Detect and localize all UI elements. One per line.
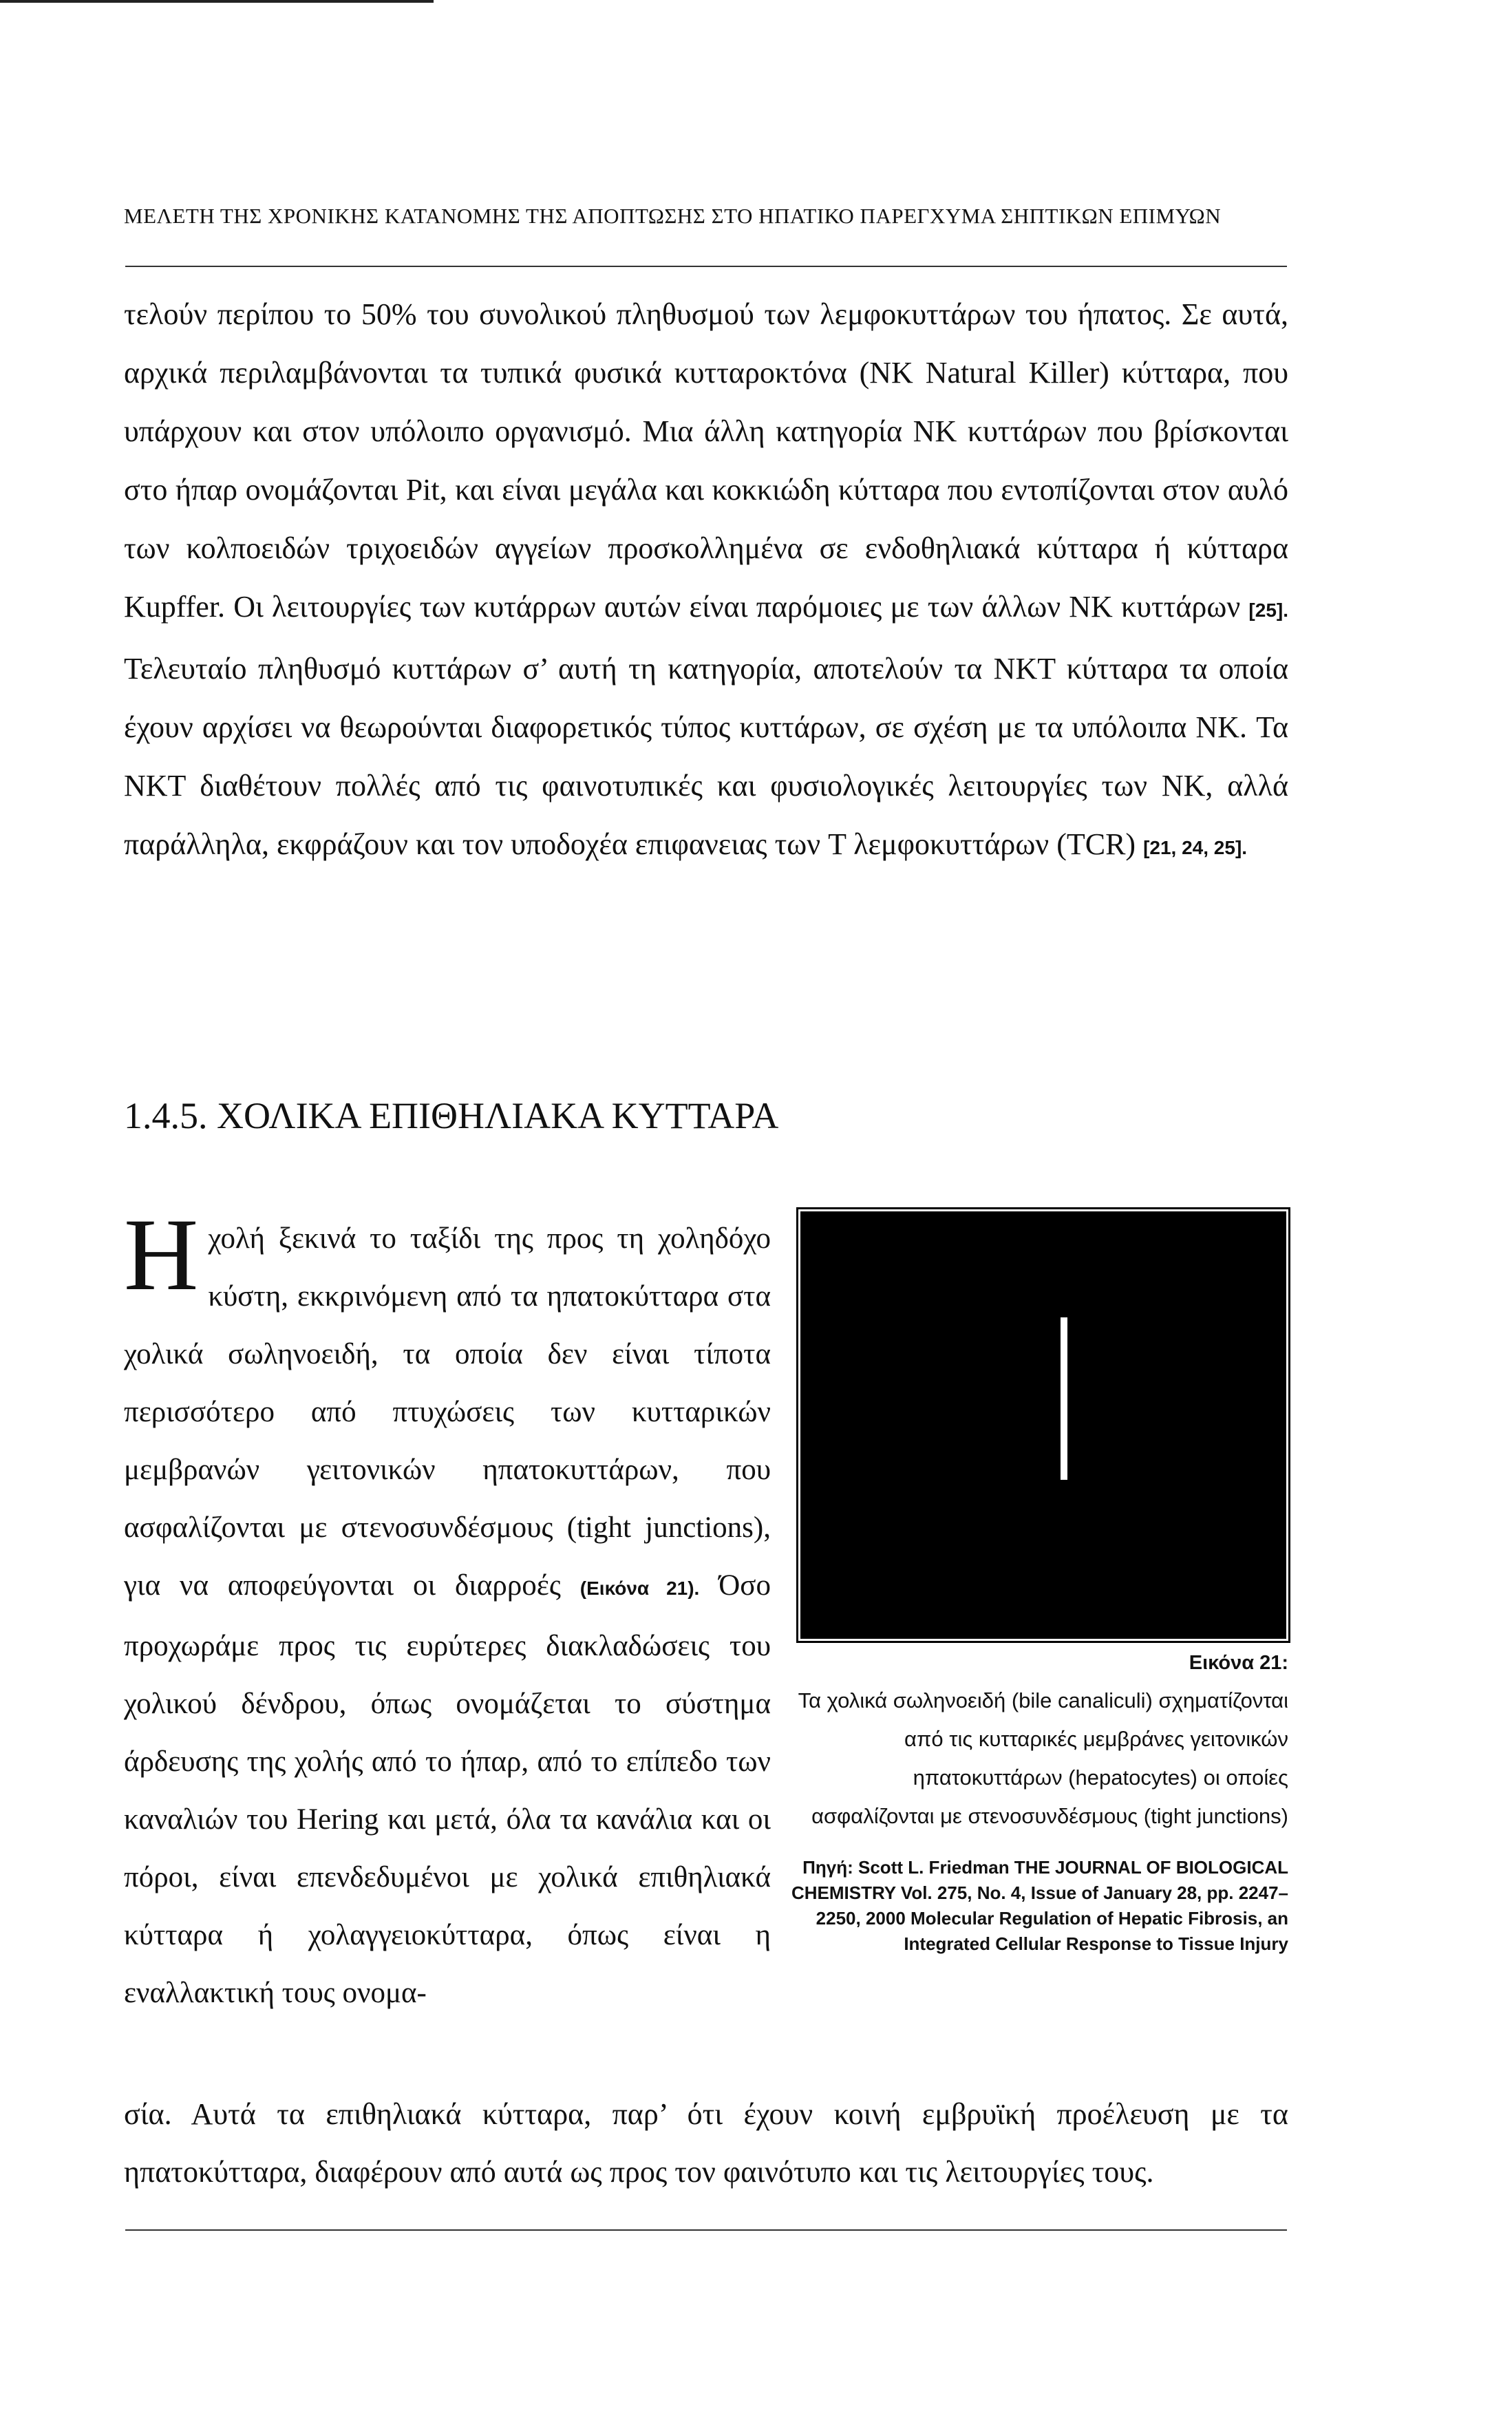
figure-source: Πηγή: Scott L. Friedman THE JOURNAL OF BIOLOGICAL CHEMISTRY Vol. 275, No. 4, Issue of January 28, pp. 2247–2250, 2000 Molecular Regulation of Hepatic Fibrosis, an Integrated Cellular Response to Tissue Injury [791,1857,1289,1954]
section-body-bottom [124,2086,1288,2201]
section-heading: 1.4.5. ΧΟΛΙΚΑ ΕΠΙΘΗΛΙΑΚΑ ΚΥΤΤΑΡΑ [124,1095,779,1136]
section-text-1: χολή ξεκινά το ταξίδι της προς τη χοληδόχο κύστη, εκκρινόμενη από τα ηπατοκύτταρα στα χολικά σωληνοειδή, τα οποία δεν είναι τίποτα περισσότερο από πτυχώσεις των κυτταρικών μεμβρανών γειτονικών ηπατοκυττάρων, που ασφαλίζονται με στενοσυνδέσμους (tight junctions), για να αποφεύγονται οι διαρροές [124,1222,771,1602]
figure-caption-text: Τα χολικά σωληνοειδή (bile canaliculi) σχηματίζονται από τις κυτταρικές μεμβράνες γειτονικών ηπατοκυττάρων (hepatocytes) οι οποίες ασφαλίζονται με στενοσυνδέσμους (tight junctions) [798,1688,1288,1828]
citation-25: [25]. [1248,599,1288,621]
section-body-left-column [124,1198,771,2022]
section-text-3: σία. Αυτά τα επιθηλιακά κύτταρα, παρ’ ότι έχουν κοινή εμβρυϊκή προέλευση με τα ηπατοκύτταρα, διαφέρουν από αυτά ως προς τον φαινότυπο και τις λειτουργίες τους. [124,2097,1288,2189]
figure-reference: (Εικόνα 21). [579,1578,700,1599]
figure-21-image [798,1209,1288,1641]
figure-caption [791,1652,1288,1957]
figure-label: Εικόνα 21: [1189,1652,1288,1674]
section-text-2: Όσο προχωράμε προς τις ευρύτερες διακλαδώσεις του χολικού δένδρου, όπως ονομάζεται το σύστημα άρδευσης της χολής από το ήπαρ, από το επίπεδο των καναλιών του Hering και μετά, όλα τα κανάλια και οι πόροι, είναι επενδεδυμένοι με χολικά επιθηλιακά κύτταρα ή χολαγγειοκύτταρα, όπως είναι η εναλλακτική τους ονομα- [124,1569,771,2009]
citation-21-24-25: [21, 24, 25]. [1143,837,1248,858]
intro-paragraph [124,285,1288,877]
figure-white-bar [1061,1317,1067,1480]
running-header: ΜΕΛΕΤΗ ΤΗΣ ΧΡΟΝΙΚΗΣ ΚΑΤΑΝΟΜΗΣ ΤΗΣ ΑΠΟΠΤΩΣΗΣ ΣΤΟ ΗΠΑΤΙΚΟ ΠΑΡΕΓΧΥΜΑ ΣΗΠΤΙΚΩΝ ΕΠΙΜΥΩΝ [124,204,1222,228]
footer-rule [125,2229,1287,2231]
intro-text-2: Τελευταίο πληθυσμό κυττάρων σ’ αυτή τη κατηγορία, αποτελούν τα NKT κύτταρα τα οποία έχουν αρχίσει να θεωρούνται διαφορετικός τύπος κυττάρων, σε σχέση με τα υπόλοιπα NK. Τα NKT διαθέτουν πολλές από τις φαινοτυπικές και φυσιολογικές λειτουργίες των NK, αλλά παράλληλα, εκφράζουν και τον υποδοχέα επιφανειας των T λεμφοκυττάρων (TCR) [124,652,1288,861]
intro-text-1: τελούν περίπου το 50% του συνολικού πληθυσμού των λεμφοκυττάρων του ήπατος. Σε αυτά, αρχικά περιλαμβάνονται τα τυπικά φυσικά κυτταροκτόνα (NK Natural Killer) κύτταρα, που υπάρχουν και στον υπόλοιπο οργανισμό. Μια άλλη κατηγορία NK κυττάρων που βρίσκονται στο ήπαρ ονομάζονται Pit, και είναι μεγάλα και κοκκιώδη κύτταρα που εντοπίζονται στον αυλό των κολποειδών τριχοειδών αγγείων προσκολλημένα σε ενδοθηλιακά κύτταρα ή κύτταρα Kupffer. Οι λειτουργίες των κυτάρρων αυτών είναι παρόμοιες με των άλλων NK κυττάρων [124,297,1288,624]
drop-cap: Η [124,1198,199,1312]
top-edge-rule [0,0,434,3]
header-rule [125,266,1287,267]
